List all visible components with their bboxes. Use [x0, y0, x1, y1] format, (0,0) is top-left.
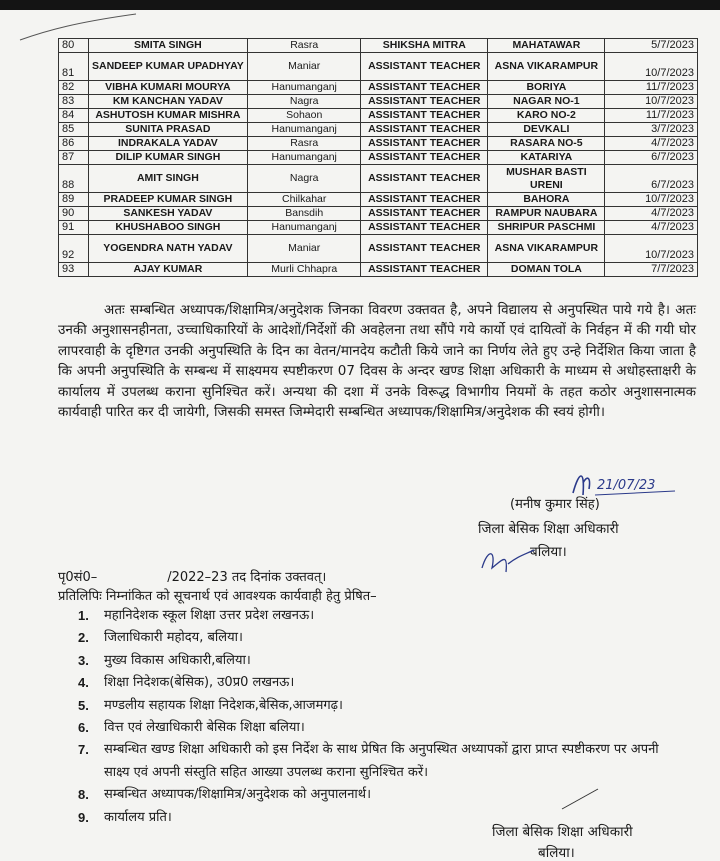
cell-post: ASSISTANT TEACHER: [361, 151, 488, 165]
copy-heading: प्रतिलिपिः निम्नांकित को सूचनार्थ एवं आवश्यक कार्यवाही हेतु प्रेषित–: [58, 589, 377, 604]
cell-no: 92: [59, 235, 89, 263]
list-item-number: 3.: [78, 652, 89, 668]
list-item: [58, 605, 678, 627]
cell-block: Maniar: [248, 235, 361, 263]
footer-place: बलिया।: [538, 845, 575, 861]
cell-no: 93: [59, 263, 89, 277]
cell-name: ASHUTOSH KUMAR MISHRA: [88, 109, 248, 123]
list-item: [58, 627, 678, 649]
cell-post: ASSISTANT TEACHER: [361, 81, 488, 95]
cell-school: NAGAR NO-1: [488, 95, 605, 109]
list-item-text: सम्बन्धित अध्यापक/शिक्षामित्र/अनुदेशक को अनुपालनार्थ।: [104, 787, 372, 803]
cell-date: 3/7/2023: [605, 123, 698, 137]
cell-block: Murli Chhapra: [248, 263, 361, 277]
cell-school: DOMAN TOLA: [488, 263, 605, 277]
cell-school: KARO NO-2: [488, 109, 605, 123]
signatory-name: (मनीष कुमार सिंह): [510, 497, 600, 512]
cell-no: 82: [59, 81, 89, 95]
cell-school: RAMPUR NAUBARA: [488, 207, 605, 221]
cell-block: Nagra: [248, 165, 361, 193]
reference-line: [58, 567, 326, 585]
cell-name: AJAY KUMAR: [88, 263, 248, 277]
cell-post: ASSISTANT TEACHER: [361, 207, 488, 221]
cell-no: 89: [59, 193, 89, 207]
cell-post: ASSISTANT TEACHER: [361, 235, 488, 263]
cell-post: ASSISTANT TEACHER: [361, 221, 488, 235]
cell-date: 6/7/2023: [605, 151, 698, 165]
reference-date: /2022–23 तद दिनांक उक्तवत्।: [167, 570, 327, 585]
cell-school: BAHORA: [488, 193, 605, 207]
cell-name: PRADEEP KUMAR SINGH: [88, 193, 248, 207]
cell-post: ASSISTANT TEACHER: [361, 263, 488, 277]
list-item-number: 5.: [78, 697, 89, 713]
table-row: [59, 263, 698, 277]
cell-school: ASNA VIKARAMPUR: [488, 235, 605, 263]
cell-no: 80: [59, 39, 89, 53]
cell-no: 91: [59, 221, 89, 235]
cell-block: Sohaon: [248, 109, 361, 123]
cell-block: Hanumanganj: [248, 221, 361, 235]
reference-number: पृ0सं0–: [58, 570, 98, 585]
table-row: [59, 81, 698, 95]
cell-school: SHRIPUR PASCHMI: [488, 221, 605, 235]
signatory-place: बलिया।: [530, 544, 567, 560]
list-item: [58, 717, 678, 739]
cell-school: KATARIYA: [488, 151, 605, 165]
cell-post: ASSISTANT TEACHER: [361, 165, 488, 193]
list-item: [58, 650, 678, 672]
cell-date: 10/7/2023: [605, 193, 698, 207]
list-item-number: 7.: [78, 742, 89, 758]
top-dark-band: [0, 0, 720, 10]
list-item-number: 4.: [78, 675, 89, 691]
cell-block: Rasra: [248, 39, 361, 53]
list-item-number: 6.: [78, 720, 89, 736]
cell-name: VIBHA KUMARI MOURYA: [88, 81, 248, 95]
cell-name: KHUSHABOO SINGH: [88, 221, 248, 235]
list-item-text: मण्डलीय सहायक शिक्षा निदेशक,बेसिक,आजमगढ़।: [104, 697, 343, 713]
table-row: [59, 53, 698, 81]
cell-no: 81: [59, 53, 89, 81]
footer-designation: जिला बेसिक शिक्षा अधिकारी: [492, 824, 633, 840]
cell-block: Bansdih: [248, 207, 361, 221]
table-row: [59, 123, 698, 137]
cell-no: 83: [59, 95, 89, 109]
cell-name: SUNITA PRASAD: [88, 123, 248, 137]
cell-school: ASNA VIKARAMPUR: [488, 53, 605, 81]
cell-post: ASSISTANT TEACHER: [361, 95, 488, 109]
list-item-text: महानिदेशक स्कूल शिक्षा उत्तर प्रदेश लखनऊ।: [104, 608, 315, 623]
cell-block: Maniar: [248, 53, 361, 81]
cell-date: 10/7/2023: [605, 53, 698, 81]
table-row: [59, 221, 698, 235]
tick-mark: [560, 785, 600, 811]
table-row: [59, 109, 698, 123]
cell-no: 85: [59, 123, 89, 137]
table-row: [59, 235, 698, 263]
table-row: [59, 193, 698, 207]
cell-school: DEVKALI: [488, 123, 605, 137]
table-row: [59, 165, 698, 193]
cell-name: INDRAKALA YADAV: [88, 137, 248, 151]
cell-no: 88: [59, 165, 89, 193]
list-item-text: वित्त एवं लेखाधिकारी बेसिक शिक्षा बलिया।: [104, 720, 305, 736]
cell-block: Hanumanganj: [248, 151, 361, 165]
cell-date: 11/7/2023: [605, 109, 698, 123]
initials-scribble: [478, 538, 538, 578]
cell-name: AMIT SINGH: [88, 165, 248, 193]
cell-date: 10/7/2023: [605, 95, 698, 109]
list-item-text: सम्बन्धित खण्ड शिक्षा अधिकारी को इस निर्देश के साथ प्रेषित कि अनुपस्थित अध्यापकों द्वारा प्राप्त स्पष्टीकरण पर अपनी साक्ष्य एवं अपनी संस्तुति सहित आख्या उपलब्ध कराना सुनिश्चित करें।: [104, 742, 659, 780]
cell-no: 90: [59, 207, 89, 221]
cell-post: ASSISTANT TEACHER: [361, 137, 488, 151]
cell-post: ASSISTANT TEACHER: [361, 193, 488, 207]
list-item: [58, 739, 678, 784]
list-item: [58, 695, 678, 717]
cell-date: 4/7/2023: [605, 207, 698, 221]
cell-no: 86: [59, 137, 89, 151]
table-row: [59, 207, 698, 221]
cell-name: SANDEEP KUMAR UPADHYAY: [88, 53, 248, 81]
table-row: [59, 137, 698, 151]
cell-name: SANKESH YADAV: [88, 207, 248, 221]
table-row: [59, 95, 698, 109]
list-item-number: 9.: [78, 809, 89, 825]
cell-block: Chilkahar: [248, 193, 361, 207]
cell-school: RASARA NO-5: [488, 137, 605, 151]
absent-teachers-table: [58, 38, 698, 277]
list-item-text: मुख्य विकास अधिकारी,बलिया।: [104, 652, 251, 668]
cell-name: DILIP KUMAR SINGH: [88, 151, 248, 165]
cell-post: ASSISTANT TEACHER: [361, 53, 488, 81]
list-item: [58, 672, 678, 694]
list-item-text: कार्यालय प्रति।: [104, 809, 172, 825]
table-row: [59, 151, 698, 165]
cell-date: 11/7/2023: [605, 81, 698, 95]
cell-date: 5/7/2023: [605, 39, 698, 53]
cell-date: 10/7/2023: [605, 235, 698, 263]
cell-no: 84: [59, 109, 89, 123]
cell-date: 4/7/2023: [605, 221, 698, 235]
cell-post: ASSISTANT TEACHER: [361, 123, 488, 137]
order-paragraph: अतः सम्बन्धित अध्यापक/शिक्षामित्र/अनुदेशक जिनका विवरण उक्तवत है, अपने विद्यालय से अनुपस्थित पाये गये है। अतः उनकी अनुशासनहीनता, उच्चाधिकारियों के आदेशों/निर्देशों की अवहेलना तथा सौंपे गये कार्यो एवं दायित्वों के निर्वहन में की गयी घोर लापरवाही के दृष्टिगत उनकी अनुपस्थिति के दिन का वेतन/मानदेय कटौती किये जाने का निर्णय लेते हुए उन्हे निर्देशित किया जाता है कि अपनी अनुपस्थिति के सम्बन्ध में साक्ष्यमय स्पष्टीकरण 07 दिवस के अन्दर खण्ड शिक्षा अधिकारी के माध्यम से अधोहस्ताक्षरी के कार्यालय में उपलब्ध कराना सुनिश्चित करें। अन्यथा की दशा में उनके विरूद्ध विभागीय नियमों के तहत कठोर अनुशासनात्मक कार्यवाही पारित कर दी जायेगी, जिसकी समस्त जिम्मेदारी सम्बन्धित अध्यापक/शिक्षामित्र/अनुदेशक की स्वयं होगी।: [58, 302, 696, 421]
list-item-text: शिक्षा निदेशक(बेसिक), उ0प्र0 लखनऊ।: [104, 675, 295, 691]
cell-block: Rasra: [248, 137, 361, 151]
cell-school: MAHATAWAR: [488, 39, 605, 53]
cell-school: MUSHAR BASTI URENI: [488, 165, 605, 193]
cell-school: BORIYA: [488, 81, 605, 95]
signature-date: 21/07/23: [597, 478, 656, 493]
cell-block: Nagra: [248, 95, 361, 109]
cell-post: ASSISTANT TEACHER: [361, 109, 488, 123]
list-item-number: 8.: [78, 787, 89, 803]
list-item-text: जिलाधिकारी महोदय, बलिया।: [104, 630, 243, 646]
cell-date: 4/7/2023: [605, 137, 698, 151]
cell-date: 6/7/2023: [605, 165, 698, 193]
cell-name: KM KANCHAN YADAV: [88, 95, 248, 109]
cell-block: Hanumanganj: [248, 123, 361, 137]
signatory-designation: जिला बेसिक शिक्षा अधिकारी: [478, 521, 619, 537]
cell-name: SMITA SINGH: [88, 39, 248, 53]
table-row: [59, 39, 698, 53]
cell-post: SHIKSHA MITRA: [361, 39, 488, 53]
cell-date: 7/7/2023: [605, 263, 698, 277]
list-item-number: 1.: [78, 608, 89, 623]
cell-block: Hanumanganj: [248, 81, 361, 95]
cell-no: 87: [59, 151, 89, 165]
list-item-number: 2.: [78, 630, 89, 646]
cell-name: YOGENDRA NATH YADAV: [88, 235, 248, 263]
